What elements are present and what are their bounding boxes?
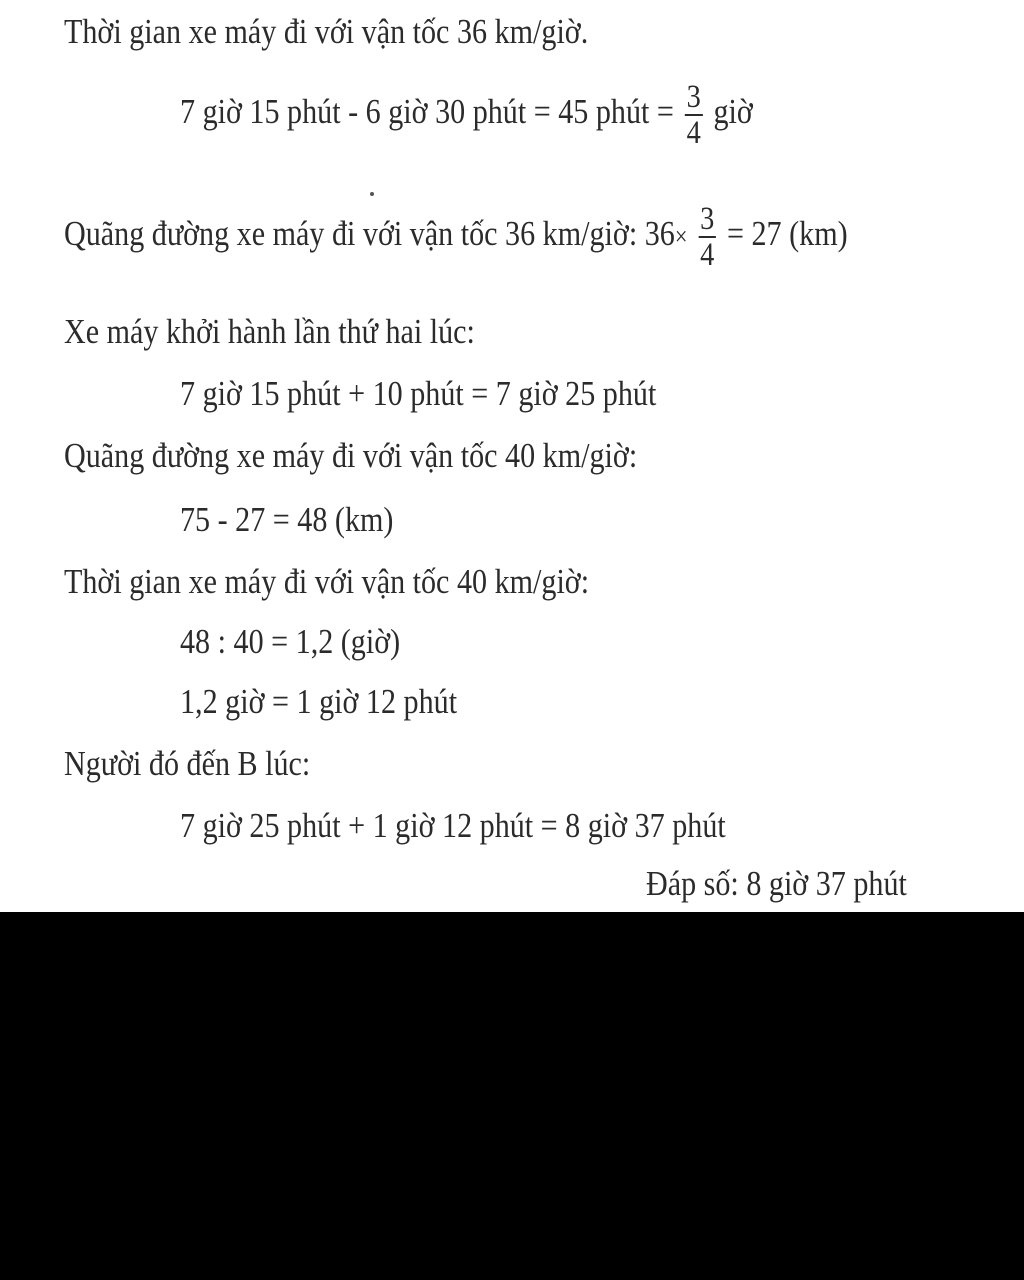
fraction-denominator-2: 4 — [700, 237, 715, 273]
scan-speck — [370, 192, 374, 196]
distance-36-result: = 27 (km) — [726, 214, 848, 254]
line-distance-40: Quãng đường xe máy đi với vận tốc 40 km/giờ: — [64, 436, 638, 475]
answer-line: Đáp số: 8 giờ 37 phút — [646, 864, 907, 903]
line-distance-36 — [64, 202, 848, 272]
line-arrival: Người đó đến B lúc: — [64, 744, 311, 783]
line-arrival-calc: 7 giờ 25 phút + 1 giờ 12 phút = 8 giờ 37 phút — [180, 806, 726, 845]
fraction-three-quarters — [685, 80, 703, 150]
line-second-departure: Xe máy khởi hành lần thứ hai lúc: — [64, 312, 475, 351]
line-distance-40-calc: 75 - 27 = 48 (km) — [180, 500, 394, 539]
line-time-40: Thời gian xe máy đi với vận tốc 40 km/giờ: — [64, 562, 590, 601]
fraction-numerator: 3 — [686, 79, 701, 115]
line-time-40-calc: 48 : 40 = 1,2 (giờ) — [180, 622, 401, 661]
line-second-departure-calc: 7 giờ 15 phút + 10 phút = 7 giờ 25 phút — [180, 374, 657, 413]
line-time-40-convert: 1,2 giờ = 1 giờ 12 phút — [180, 682, 458, 721]
time-calc-unit: giờ — [713, 92, 753, 132]
multiply-sign: × — [674, 222, 688, 252]
fraction-three-quarters-2 — [698, 202, 716, 272]
fraction-denominator: 4 — [686, 115, 701, 151]
time-calc-text: 7 giờ 15 phút - 6 giờ 30 phút = 45 phút = — [180, 92, 674, 132]
distance-36-text: Quãng đường xe máy đi với vận tốc 36 km/giờ: 36 — [64, 214, 675, 254]
fraction-numerator-2: 3 — [700, 201, 715, 237]
line-time-calc — [180, 80, 753, 150]
line-time-36: Thời gian xe máy đi với vận tốc 36 km/giờ. — [64, 12, 589, 51]
